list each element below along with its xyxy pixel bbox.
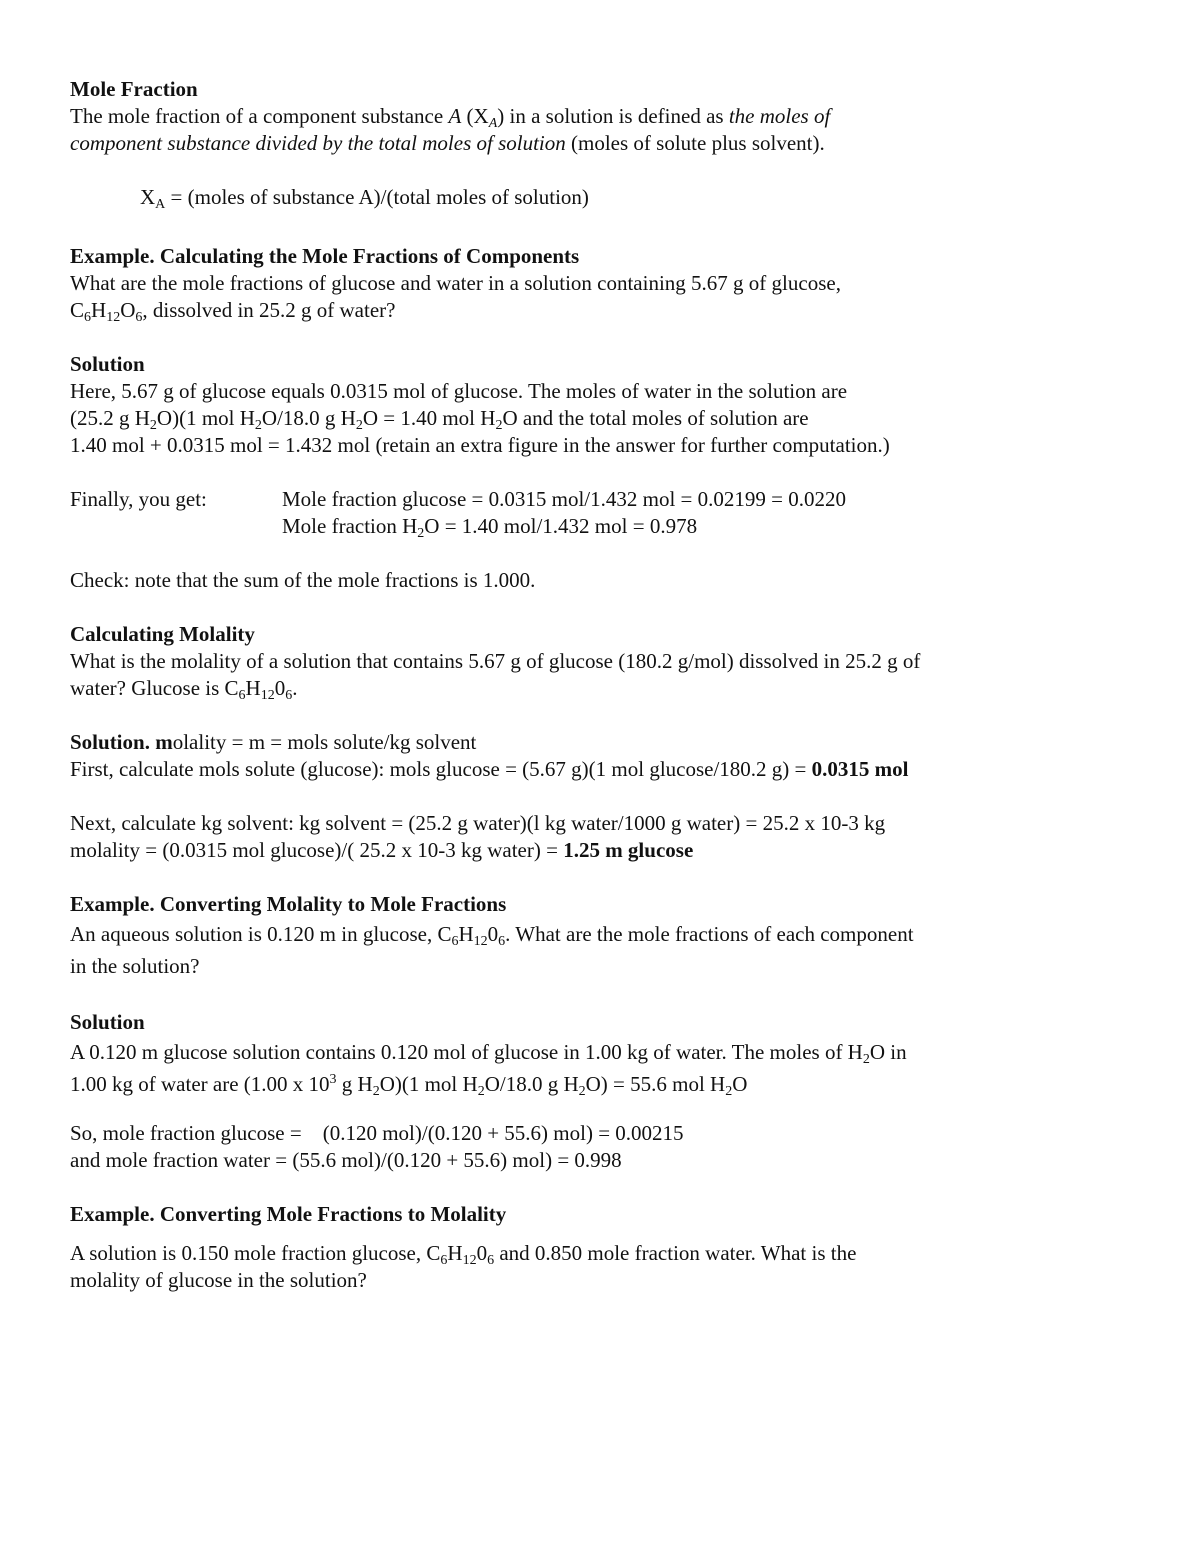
example-3-question-line-2: molality of glucose in the solution? xyxy=(70,1268,367,1292)
solution-2-line-2: 1.00 kg of water are (1.00 x $10^3$ g $H_2O)(1$ mol $H_2O/18.0$ g $H_2O) = 55.6$ mol $H_2O$ xyxy=(70,1072,748,1099)
molality-result-line: molality = (0.0315 mol glucose)/( 25.2 x 10-3 kg water) = 1.25 m glucose xyxy=(70,838,694,862)
example-2-question-line-2: in the solution? xyxy=(70,954,200,978)
check-line: Check: note that the sum of the mole fractions is 1.000. xyxy=(70,568,536,592)
solution-1-line-1: Here, 5.67 g of glucose equals 0.0315 mol of glucose. The moles of water in the solution are xyxy=(70,379,848,403)
heading-solution-2: Solution xyxy=(70,1010,145,1034)
molality-question-line-2: water? Glucose is $C_6H_{12}0_6$. xyxy=(70,676,298,703)
heading-solution-1: Solution xyxy=(70,352,145,376)
heading-example-2: Example. Converting Molality to Mole Fractions xyxy=(70,892,507,916)
mole-fraction-definition-line-1: The mole fraction of a component substance A $(X_A)$ in a solution is defined as the moles of xyxy=(70,104,831,131)
heading-mole-fraction: Mole Fraction xyxy=(70,77,198,101)
finally-row-2 xyxy=(70,513,1130,540)
mole-fraction-glucose-result: Mole fraction glucose = 0.0315 mol/1.432 mol = 0.02199 = 0.0220 xyxy=(282,487,846,511)
solution-1-line-2: (25.2 g $H_2O)(1$ mol $H_2O/18.0$ g $H_2O = 1.40$ mol $H_2O$ and the total moles of solution are xyxy=(70,406,809,433)
heading-example-3: Example. Converting Mole Fractions to Molality xyxy=(70,1202,507,1226)
solution-2-water-fraction: and mole fraction water = (55.6 mol)/(0.120 + 55.6) mol) = 0.998 xyxy=(70,1148,622,1172)
example-1-question-line-2: $C_6H_{12}O_6$, dissolved in 25.2 g of water? xyxy=(70,298,396,325)
example-1-question-line-1: What are the mole fractions of glucose and water in a solution containing 5.67 g of glucose, xyxy=(70,271,841,295)
solution-1-line-3: 1.40 mol + 0.0315 mol = 1.432 mol (retain an extra figure in the answer for further computation.) xyxy=(70,433,890,457)
mole-fraction-water-result: Mole fraction $H_2O = 1.40$ mol/1.432 mol = 0.978 xyxy=(282,514,698,541)
solution-2-line-1: A 0.120 m glucose solution contains 0.120 mol of glucose in 1.00 kg of water. The moles of $H_2O$ in xyxy=(70,1040,907,1067)
mole-fraction-formula: $X_A$ = (moles of substance A)/(total moles of solution) xyxy=(140,185,589,212)
finally-row-1 xyxy=(70,486,1130,513)
molality-question-line-1: What is the molality of a solution that contains 5.67 g of glucose (180.2 g/mol) dissolved in 25.2 g of xyxy=(70,649,921,673)
example-2-question-line-1: An aqueous solution is 0.120 m in glucose, $C_6H_{12}0_6$. What are the mole fractions of each component xyxy=(70,922,914,949)
mole-fraction-definition-line-2: component substance divided by the total moles of solution (moles of solute plus solvent). xyxy=(70,131,825,155)
molality-first-step: First, calculate mols solute (glucose): mols glucose = (5.67 g)(1 mol glucose/180.2 g) = 0.0315 mol xyxy=(70,757,909,781)
molality-solution-definition: Solution. molality = m = mols solute/kg solvent xyxy=(70,730,477,754)
molality-next-step: Next, calculate kg solvent: kg solvent = (25.2 g water)(l kg water/1000 g water) = 25.2 x 10-3 kg xyxy=(70,811,886,835)
solution-2-glucose-fraction: So, mole fraction glucose = (0.120 mol)/(0.120 + 55.6) mol) = 0.00215 xyxy=(70,1121,684,1145)
example-3-question-line-1: A solution is 0.150 mole fraction glucose, $C_6H_{12}0_6$ and 0.850 mole fraction water. What is the xyxy=(70,1241,857,1268)
heading-example-1: Example. Calculating the Mole Fractions of Components xyxy=(70,244,580,268)
heading-calculating-molality: Calculating Molality xyxy=(70,622,255,646)
finally-label: Finally, you get: xyxy=(70,487,207,511)
